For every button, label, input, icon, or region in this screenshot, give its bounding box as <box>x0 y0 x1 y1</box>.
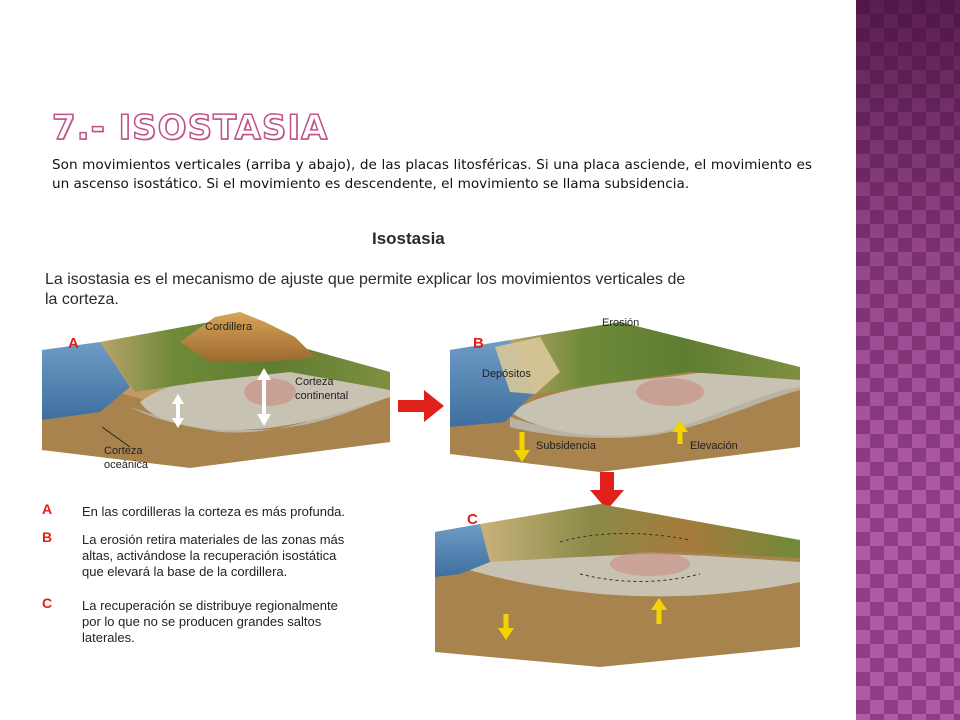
isostasia-figure <box>40 222 820 670</box>
label-corteza-continental-1: Corteza <box>295 376 334 388</box>
arrow-b-to-c <box>590 472 624 510</box>
legend-b-letter: B <box>42 529 53 545</box>
label-erosion: Erosión <box>602 317 640 329</box>
label-corteza-continental-2: continental <box>295 390 349 402</box>
decorative-sidebar-shade <box>856 0 960 720</box>
panel-c-block <box>435 504 800 667</box>
legend-a <box>42 501 345 519</box>
slide-title: 7.- ISOSTASIA <box>52 108 329 148</box>
panel-b-block <box>450 322 800 472</box>
panel-b-letter: B <box>473 335 484 352</box>
legend-b <box>42 529 345 579</box>
body-paragraph: Son movimientos verticales (arriba y abajo), de las placas litosféricas. Si una placa asciende, el movimiento es un ascenso isostático. Si el movimiento es descendente, el movimiento se llama subsidencia. <box>52 157 812 192</box>
panel-c-letter: C <box>467 511 478 528</box>
label-corteza-oceanica-2: oceánica <box>104 459 149 471</box>
legend-c-line-2: por lo que no se producen grandes saltos <box>82 614 322 629</box>
arrow-a-to-b <box>398 390 444 422</box>
legend-a-letter: A <box>42 501 53 517</box>
legend-c-letter: C <box>42 595 53 611</box>
label-depositos: Depósitos <box>482 368 531 380</box>
figure-intro-line-1: La isostasia es el mecanismo de ajuste que permite explicar los movimientos verticales de <box>45 271 686 288</box>
legend-a-line-1: En las cordilleras la corteza es más profunda. <box>82 504 346 519</box>
label-corteza-oceanica-1: Corteza <box>104 445 143 457</box>
legend-b-line-3: que elevará la base de la cordillera. <box>82 564 288 579</box>
panel-a-letter: A <box>68 335 79 352</box>
figure-heading: Isostasia <box>372 229 445 248</box>
legend-b-line-1: La erosión retira materiales de las zonas más <box>82 532 345 547</box>
label-subsidencia: Subsidencia <box>536 440 596 452</box>
label-elevacion: Elevación <box>690 440 738 452</box>
label-cordillera: Cordillera <box>205 321 253 333</box>
legend-c-line-3: laterales. <box>82 630 135 645</box>
legend-c-line-1: La recuperación se distribuye regionalmente <box>82 598 338 613</box>
legend-b-line-2: altas, activándose la recuperación isostática <box>82 548 337 563</box>
legend-c <box>42 595 338 645</box>
figure-intro-line-2: la corteza. <box>45 291 119 308</box>
